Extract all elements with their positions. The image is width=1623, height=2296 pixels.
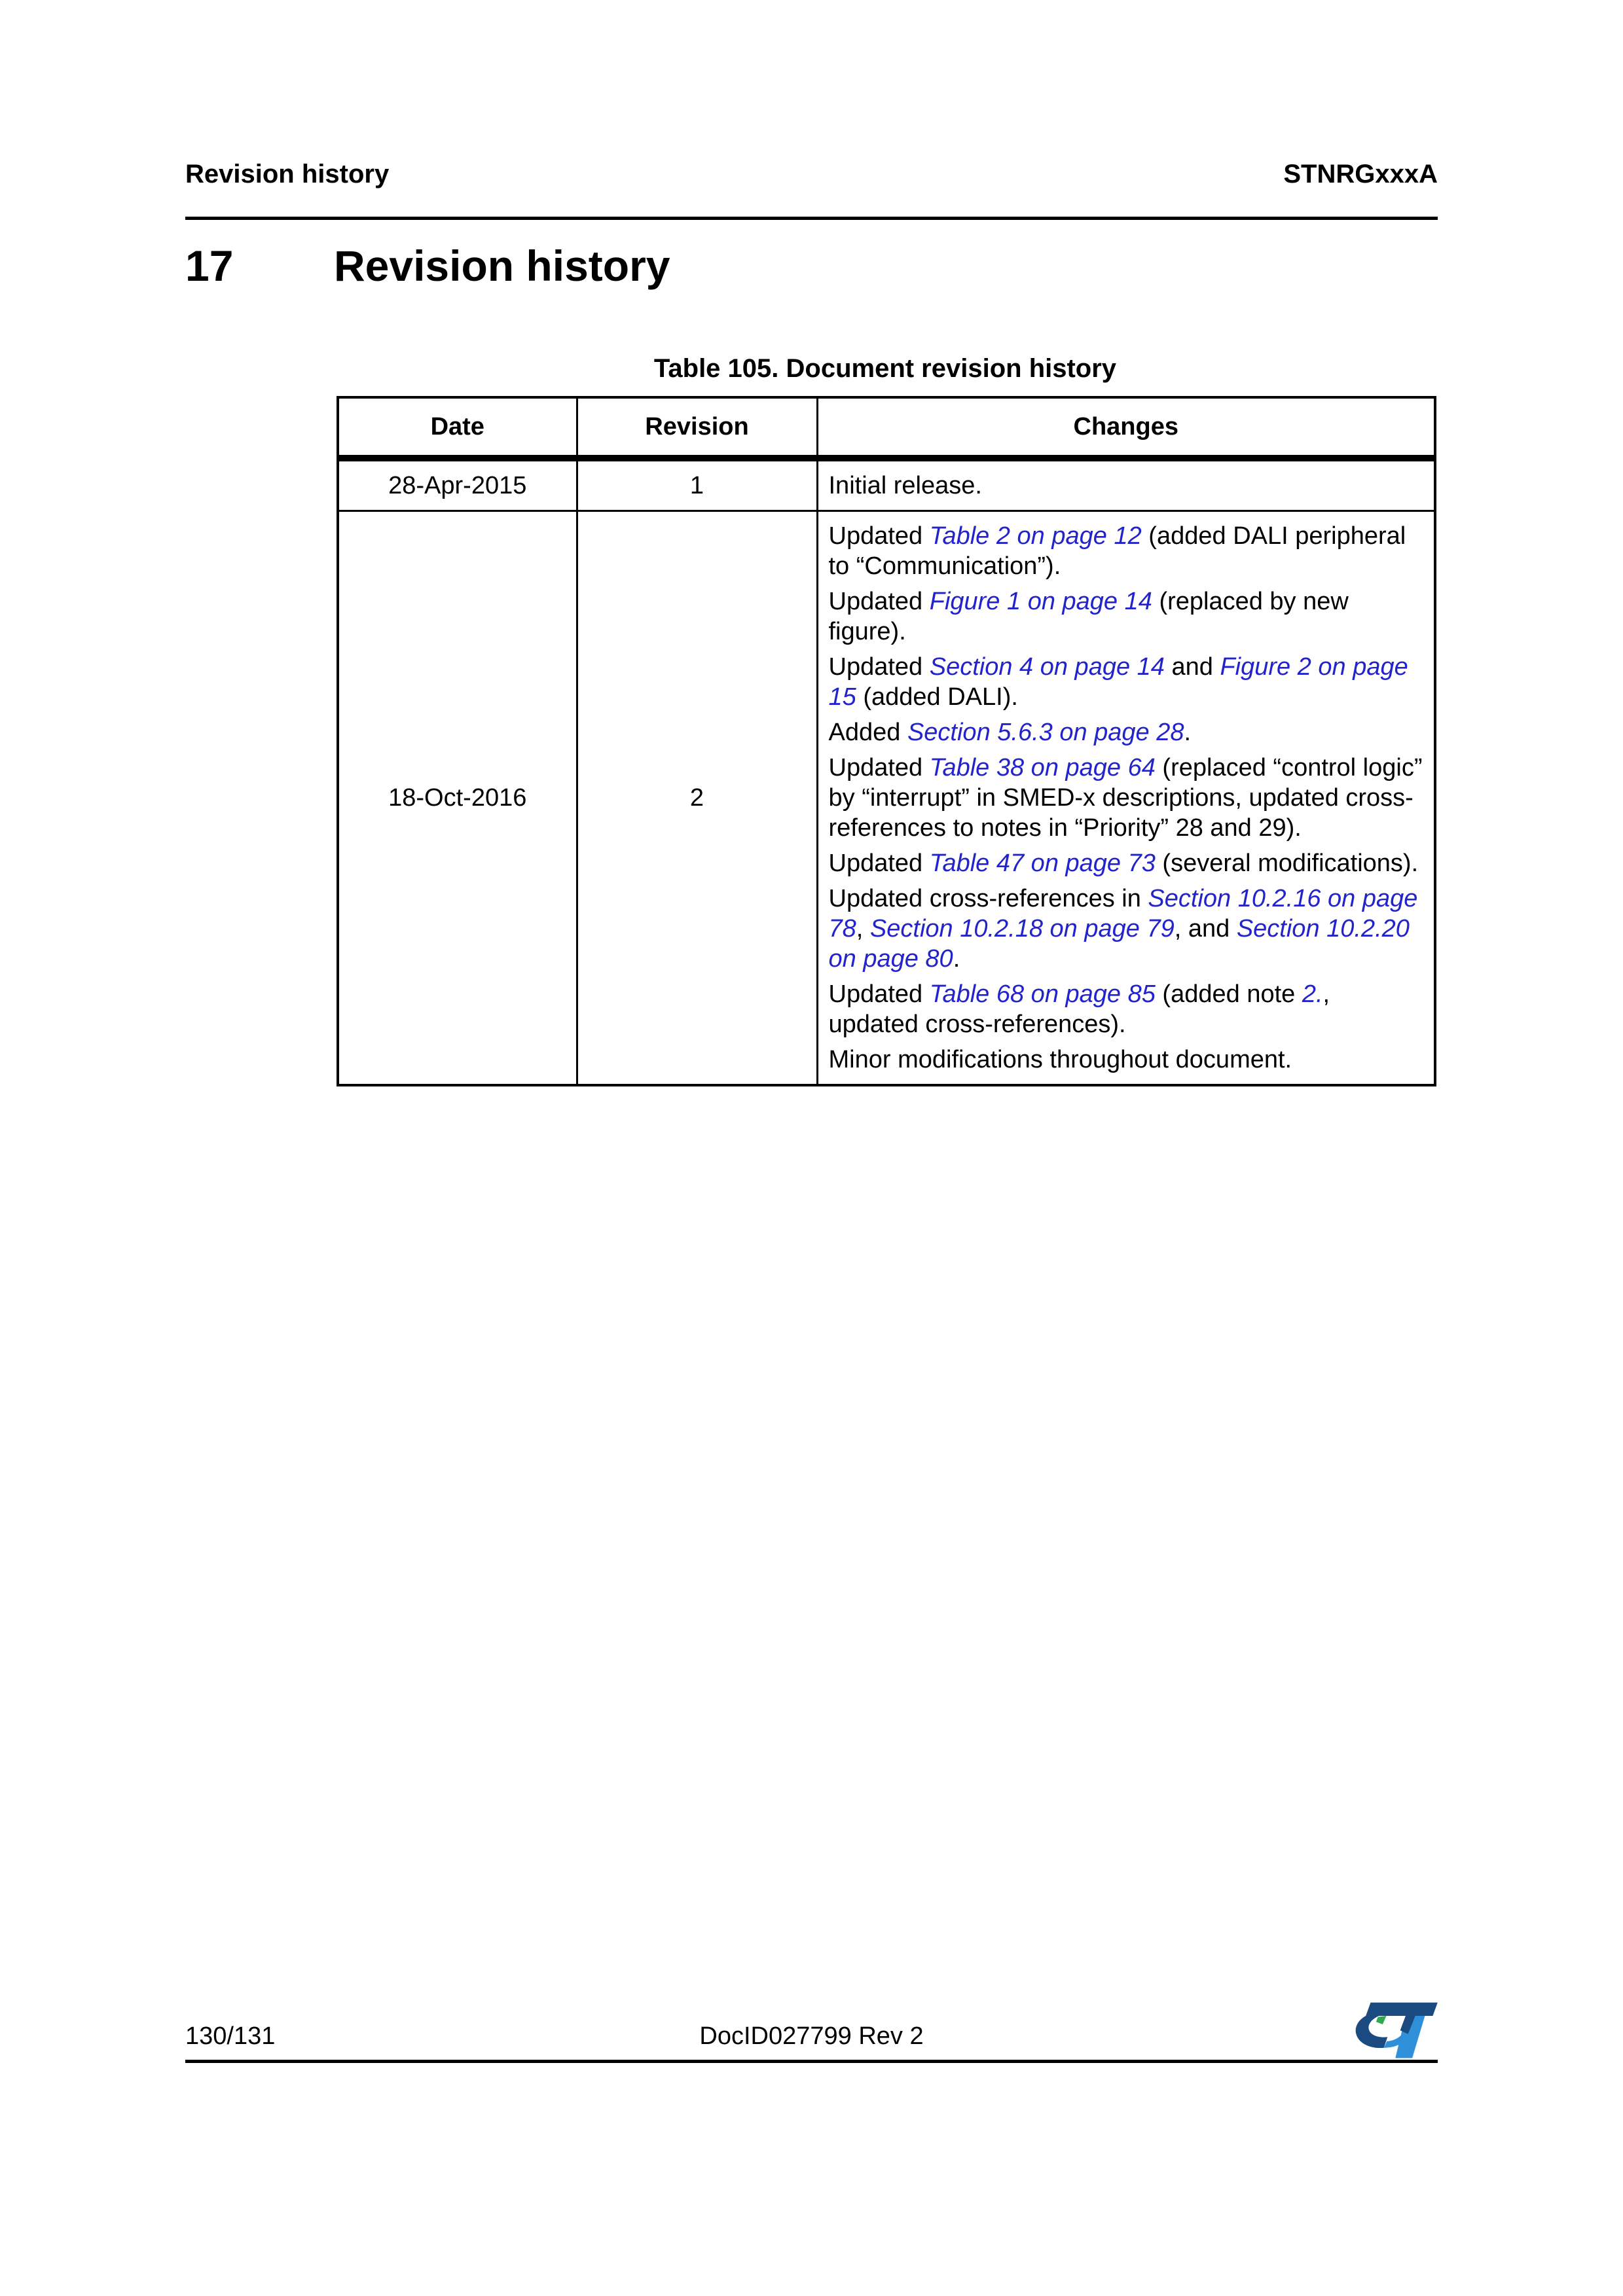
text-run: and <box>1164 653 1220 681</box>
change-paragraph <box>829 848 1424 878</box>
cross-reference-link[interactable]: Table 47 on page 73 <box>929 850 1156 877</box>
change-paragraph <box>829 717 1424 747</box>
text-run: . <box>953 945 960 973</box>
date-cell: 18-Oct-2016 <box>338 511 577 1086</box>
text-run: (added note <box>1155 980 1302 1008</box>
change-paragraph <box>829 753 1424 843</box>
change-paragraph <box>829 586 1424 647</box>
text-run: Updated <box>828 522 930 550</box>
header-section-label: Revision history <box>185 160 390 188</box>
cross-reference-link[interactable]: Section 10.2.18 on page 79 <box>869 915 1175 942</box>
text-run: Updated cross-references in <box>828 885 1148 912</box>
cross-reference-link[interactable]: 2. <box>1302 980 1323 1008</box>
text-run: , <box>856 915 870 942</box>
revision-cell: 2 <box>577 511 817 1086</box>
change-paragraph <box>829 1045 1424 1075</box>
column-header-changes: Changes <box>817 397 1435 458</box>
section-title: Revision history <box>334 242 670 290</box>
st-logo-icon <box>1347 2000 1440 2062</box>
cross-reference-link[interactable]: Section 5.6.3 on page 28 <box>907 719 1184 746</box>
changes-cell <box>817 458 1435 511</box>
header-rule <box>185 217 1438 220</box>
cross-reference-link[interactable]: Section 10.2.16 on page 78 <box>828 885 1418 942</box>
change-paragraph <box>829 471 1424 501</box>
text-run: (several modifications). <box>1155 850 1419 877</box>
text-run: Initial release. <box>828 472 982 499</box>
column-header-date: Date <box>338 397 577 458</box>
text-run: Updated <box>828 850 930 877</box>
text-run: Added <box>828 719 907 746</box>
cross-reference-link[interactable]: Table 2 on page 12 <box>929 522 1142 550</box>
text-run: Updated <box>828 754 930 781</box>
text-run: (replaced by new figure). <box>828 588 1349 645</box>
cross-reference-link[interactable]: Table 38 on page 64 <box>929 754 1156 781</box>
footer-doc-id: DocID027799 Rev 2 <box>699 2022 924 2050</box>
page-header <box>185 160 1438 189</box>
text-run: (added DALI). <box>856 683 1018 711</box>
section-heading <box>185 241 670 291</box>
table-caption: Table 105. Document revision history <box>653 354 1117 383</box>
section-number: 17 <box>185 242 234 290</box>
revision-row <box>338 458 1435 511</box>
change-paragraph <box>829 521 1424 581</box>
table-header-row <box>338 397 1435 458</box>
date-cell: 28-Apr-2015 <box>338 458 577 511</box>
cross-reference-link[interactable]: Section 10.2.20 on page 80 <box>828 915 1410 973</box>
text-run: Updated <box>828 980 930 1008</box>
text-run: , and <box>1174 915 1237 942</box>
text-run: (added DALI peripheral to “Communication”). <box>828 522 1406 580</box>
footer-page-number: 130/131 <box>185 2022 276 2050</box>
header-part-number: STNRGxxxA <box>1283 160 1438 188</box>
text-run: Updated <box>828 588 930 615</box>
revision-cell: 1 <box>577 458 817 511</box>
change-paragraph <box>829 652 1424 712</box>
change-paragraph <box>829 884 1424 974</box>
text-run: , updated cross-references). <box>828 980 1330 1038</box>
cross-reference-link[interactable]: Figure 2 on page 15 <box>828 653 1408 711</box>
text-run: Minor modifications throughout document. <box>828 1046 1292 1073</box>
column-header-revision: Revision <box>577 397 817 458</box>
change-paragraph <box>829 979 1424 1039</box>
text-run: Updated <box>828 653 930 681</box>
cross-reference-link[interactable]: Table 68 on page 85 <box>929 980 1156 1008</box>
cross-reference-link[interactable]: Figure 1 on page 14 <box>929 588 1152 615</box>
revision-history-table <box>337 396 1436 1086</box>
revision-row <box>338 511 1435 1086</box>
text-run: . <box>1184 719 1192 746</box>
changes-cell <box>817 511 1435 1086</box>
footer-rule <box>185 2060 1438 2063</box>
cross-reference-link[interactable]: Section 4 on page 14 <box>929 653 1165 681</box>
text-run: (replaced “control logic” by “interrupt” in SMED-x descriptions, updated cross-references to notes in “Priority” 28 and 29). <box>828 754 1423 842</box>
